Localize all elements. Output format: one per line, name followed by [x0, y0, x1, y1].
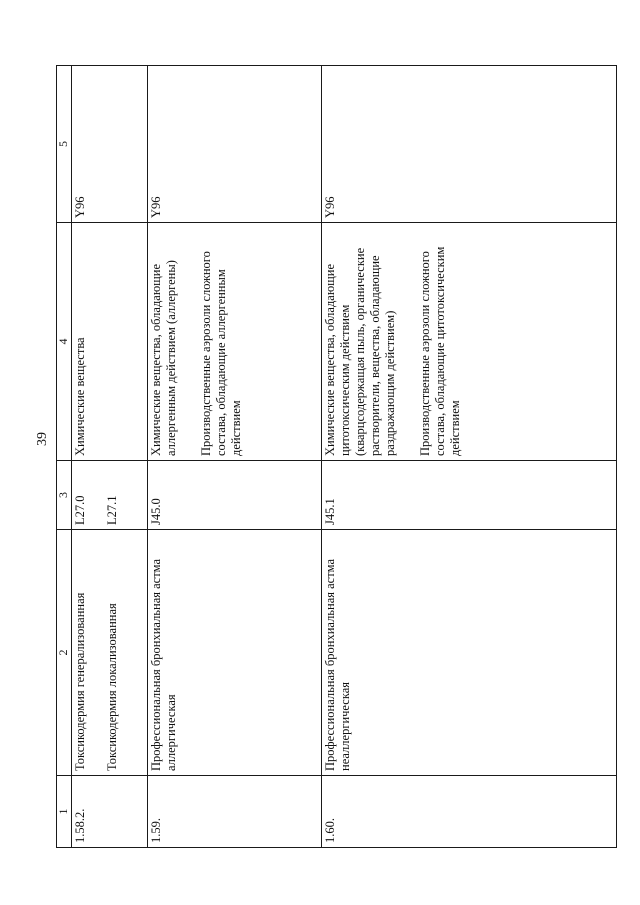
external-cause-code: Y96: [73, 196, 87, 218]
harmful-factor: Производственные аэрозоли сложного состава, обладающие цитотоксическим действием: [418, 246, 462, 456]
harmful-factor: Химические вещества: [73, 337, 87, 456]
row-number-cell: [322, 776, 617, 848]
external-code-cell: [322, 66, 617, 223]
factor-cell: [322, 223, 617, 461]
external-cause-code: Y96: [149, 196, 163, 218]
disease-cell: [72, 530, 148, 776]
icd-code: L27.1: [105, 495, 119, 525]
row-number: 1.60.: [323, 818, 337, 843]
column-number: 4: [57, 223, 72, 461]
icd-code-cell: [72, 461, 148, 530]
table-row: [322, 66, 617, 848]
disease-name: Токсикодермия локализованная: [105, 603, 119, 771]
table-row: [72, 66, 148, 848]
disease-name: Профессиональная бронхиальная астма неаллергическая: [323, 558, 352, 771]
harmful-factor: Производственные аэрозоли сложного состава, обладающие аллергенным действием: [199, 251, 243, 456]
occupational-diseases-table: [56, 65, 617, 848]
table-row: [148, 66, 322, 848]
row-number: 1.58.2.: [73, 808, 87, 843]
disease-name: Токсикодермия генерализованная: [73, 592, 87, 771]
external-code-cell: [72, 66, 148, 223]
disease-cell: [322, 530, 617, 776]
disease-name: Профессиональная бронхиальная астма аллергическая: [149, 558, 178, 771]
row-number-cell: [148, 776, 322, 848]
column-number-row: [57, 66, 72, 848]
external-code-cell: [148, 66, 322, 223]
column-number: 3: [57, 461, 72, 530]
factor-cell: [72, 223, 148, 461]
row-number-cell: [72, 776, 148, 848]
column-number: 5: [57, 66, 72, 223]
column-number: 2: [57, 530, 72, 776]
factor-cell: [148, 223, 322, 461]
external-cause-code: Y96: [323, 196, 337, 218]
disease-cell: [148, 530, 322, 776]
rotated-table-container: [56, 66, 614, 848]
icd-code-cell: [322, 461, 617, 530]
row-number: 1.59.: [149, 818, 163, 843]
harmful-factor: Химические вещества, обладающие аллергенным действием (аллергены): [149, 260, 178, 456]
harmful-factor: Химические вещества, обладающие цитотоксическим действием (кварцсодержащая пыль, органические растворители, вещества, обладающие раздражающим действием): [323, 247, 397, 456]
column-number: 1: [57, 776, 72, 848]
icd-code: L27.0: [73, 495, 87, 525]
icd-code: J45.1: [323, 498, 337, 525]
icd-code-cell: [148, 461, 322, 530]
page-number: 39: [35, 432, 50, 446]
icd-code: J45.0: [149, 498, 163, 525]
